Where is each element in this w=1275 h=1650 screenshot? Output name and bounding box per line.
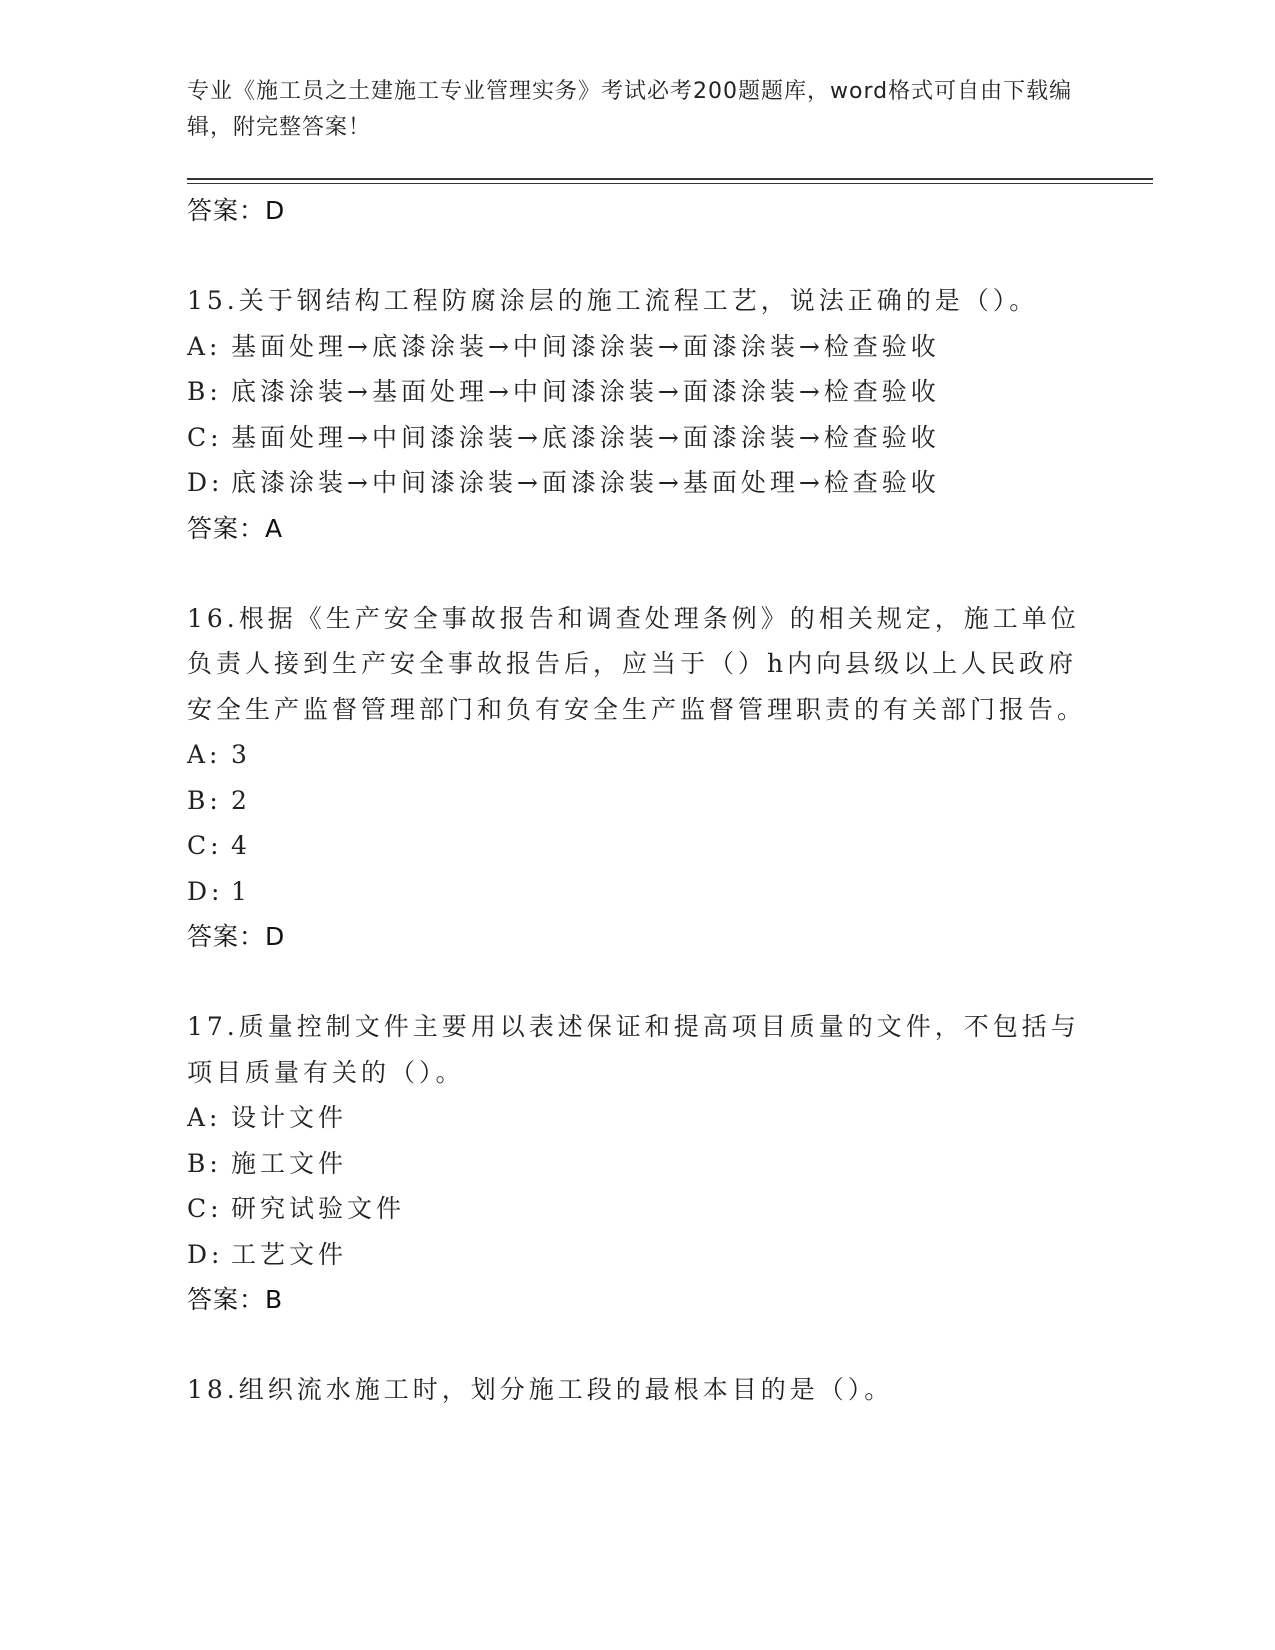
option-b [187, 1141, 1087, 1187]
option-letter: C: [187, 831, 223, 860]
option-letter: B: [187, 377, 222, 406]
option-text: 底漆涂装→中间漆涂装→面漆涂装→基面处理→检查验收 [231, 468, 940, 497]
question-list [187, 188, 1087, 1413]
option-letter: C: [187, 422, 223, 452]
question-text: 16.根据《生产安全事故报告和调查处理条例》的相关规定，施工单位负责人接到生产安全事故报告后，应当于（）h内向县级以上人民政府安全生产监督管理部门和负有安全生产监督管理职责的有关部门报告。 [187, 603, 1087, 724]
option-a [187, 324, 1087, 370]
option-letter: B: [187, 785, 222, 815]
option-c [187, 1186, 1087, 1232]
spacer [187, 233, 1087, 278]
option-a [187, 732, 1087, 778]
question-text: 15.关于钢结构工程防腐涂层的施工流程工艺，说法正确的是（）。 [187, 286, 1039, 315]
option-text: 工艺文件 [231, 1239, 348, 1269]
option-text: 研究试验文件 [231, 1194, 406, 1223]
option-text: 施工文件 [231, 1148, 348, 1178]
option-b [187, 778, 1087, 824]
option-letter: A: [187, 1103, 222, 1132]
option-text: 3 [231, 740, 251, 769]
answer-line: 答案：D [187, 922, 286, 951]
option-b [187, 369, 1087, 415]
spacer [187, 1322, 1087, 1367]
option-d [187, 869, 1087, 915]
question-block-17 [187, 1004, 1087, 1322]
question-text: 18.组织流水施工时，划分施工段的最根本目的是（）。 [187, 1375, 894, 1404]
question-block-18 [187, 1367, 1087, 1413]
option-letter: D: [187, 468, 224, 497]
answer-line: 答案：B [187, 1285, 284, 1314]
option-text: 基面处理→中间漆涂装→底漆涂装→面漆涂装→检查验收 [231, 422, 940, 452]
spacer [187, 959, 1087, 1004]
option-letter: A: [187, 331, 222, 361]
option-letter: D: [187, 1239, 224, 1269]
spacer [187, 551, 1087, 596]
option-letter: B: [187, 1148, 222, 1178]
option-c [187, 415, 1087, 461]
question-block-15 [187, 278, 1087, 551]
option-d [187, 1232, 1087, 1278]
option-text: 底漆涂装→基面处理→中间漆涂装→面漆涂装→检查验收 [231, 377, 940, 406]
option-text: 基面处理→底漆涂装→中间漆涂装→面漆涂装→检查验收 [231, 331, 940, 361]
question-text: 17.质量控制文件主要用以表述保证和提高项目质量的文件，不包括与项目质量有关的（）。 [187, 1012, 1080, 1087]
header-divider-thin [187, 183, 1153, 184]
option-text: 设计文件 [231, 1103, 348, 1132]
option-d [187, 460, 1087, 506]
option-a [187, 1095, 1087, 1141]
question-block-16 [187, 596, 1087, 960]
option-letter: D: [187, 876, 224, 906]
option-letter: C: [187, 1194, 223, 1223]
option-c [187, 823, 1087, 869]
answer-line: 答案：A [187, 513, 284, 543]
option-text: 2 [231, 785, 251, 815]
option-text: 4 [231, 831, 251, 860]
answer-line: 答案：D [187, 196, 286, 225]
option-text: 1 [231, 876, 251, 906]
header-divider [187, 178, 1153, 180]
page-header: 专业《施工员之土建施工专业管理实务》考试必考200题题库，word格式可自由下载编辑，附完整答案！ [187, 79, 1073, 140]
option-letter: A: [187, 740, 222, 769]
